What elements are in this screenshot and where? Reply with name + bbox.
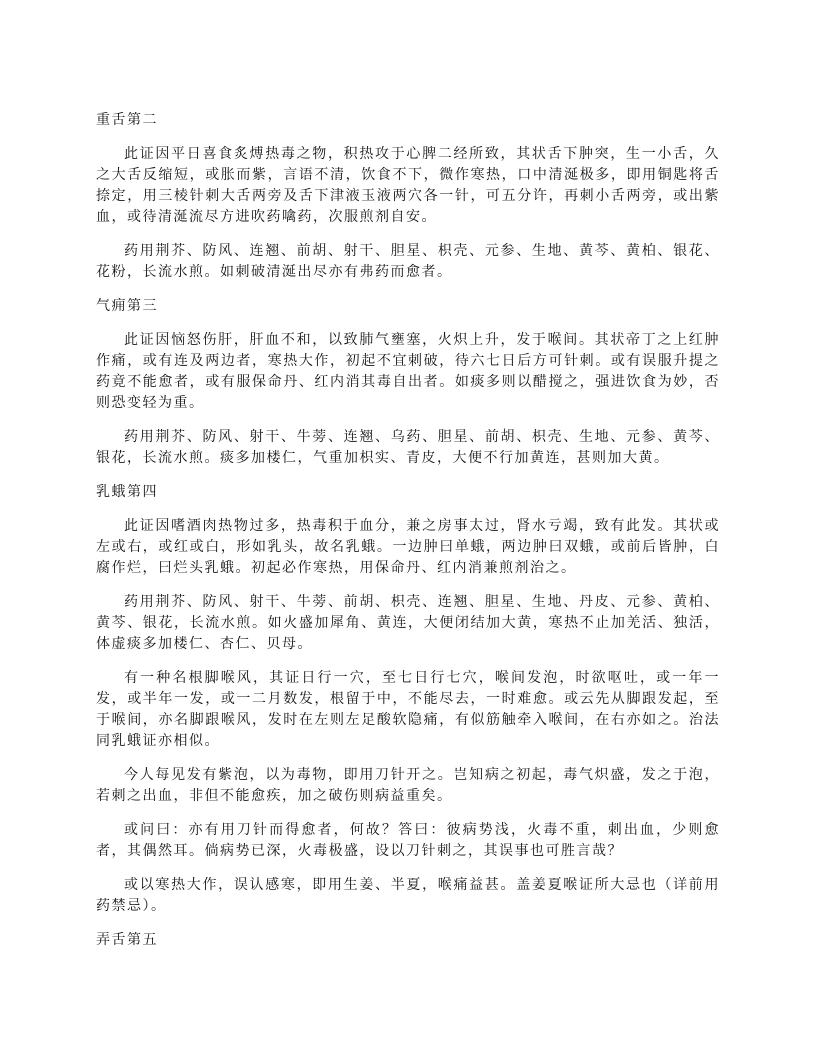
paragraph: 或以寒热大作，误认感寒，即用生姜、半夏，喉痛益甚。盖姜夏喉证所大忌也（详前用药禁忌）。 — [96, 877, 720, 914]
section-heading: 弄舌第五 — [96, 932, 158, 948]
paragraph: 药用荆芥、防风、射干、牛蒡、连翘、乌药、胆星、前胡、枳壳、生地、元参、黄芩、银花，长流水煎。痰多加楼仁，气重加枳实、青皮，大便不行加黄连，甚则加大黄。 — [96, 429, 720, 466]
paragraph: 此证因平日喜食炙煿热毒之物，积热攻于心脾二经所致，其状舌下肿突，生一小舌，久之大舌反缩短，或胀而紫，言语不清，饮食不下，微作寒热，口中清涎极多，即用铜匙将舌捺定，用三棱针刺大舌两旁及舌下津液玉液两穴各一针，可五分许，再刺小舌两旁，或出紫血，或待清涎流尽方进吹药噙药，次服煎剂自安。 — [96, 146, 720, 225]
paragraph: 或问曰：亦有用刀针而得愈者，何故？答曰：彼病势浅，火毒不重，刺出血，少则愈者，其偶然耳。倘病势已深，火毒极盛，设以刀针刺之，其误事也可胜言哉？ — [96, 822, 720, 859]
section-heading: 重舌第二 — [96, 112, 158, 128]
paragraph: 药用荆芥、防风、连翘、前胡、射干、胆星、枳壳、元参、生地、黄芩、黄柏、银花、花粉，长流水煎。如刺破清涎出尽亦有弗药而愈者。 — [96, 243, 720, 280]
section-heading: 乳蛾第四 — [96, 484, 158, 500]
paragraph: 此证因嗜酒肉热物过多，热毒积于血分，兼之房事太过，肾水亏竭，致有此发。其状或左或右，或红或白，形如乳头，故名乳蛾。一边肿曰单蛾，两边肿曰双蛾，或前后皆肿，白腐作烂，曰烂头乳蛾。初起必作寒热，用保命丹、红内消兼煎剂治之。 — [96, 518, 720, 576]
document-body — [96, 110, 720, 951]
paragraph: 有一种名根脚喉风，其证日行一穴，至七日行七穴，喉间发泡，时欲呕吐，或一年一发，或半年一发，或一二月数发，根留于中，不能尽去，一时难愈。或云先从脚跟发起，至于喉间，亦名脚跟喉风，发时在左则左足酸软隐痛，有似筋触牵入喉间，在右亦如之。治法同乳蛾证亦相似。 — [96, 670, 720, 749]
paragraph: 今人每见发有紫泡，以为毒物，即用刀针开之。岂知病之初起，毒气炽盛，发之于泡，若刺之出血，非但不能愈疾，加之破伤则病益重矣。 — [96, 767, 720, 804]
paragraph: 此证因恼怒伤肝，肝血不和，以致肺气壅塞，火炽上升，发于喉间。其状帝丁之上红肿作痛，或有连及两边者，寒热大作，初起不宜刺破，待六七日后方可针刺。或有误服升提之药竟不能愈者，或有服保命丹、红内消其毒自出者。如痰多则以醋搅之，强进饮食为妙，否则恐变轻为重。 — [96, 332, 720, 411]
section-heading: 气痈第三 — [96, 298, 158, 314]
paragraph: 药用荆芥、防风、射干、牛蒡、前胡、枳壳、连翘、胆星、生地、丹皮、元参、黄柏、黄芩、银花，长流水煎。如火盛加犀角、黄连，大便闭结加大黄，寒热不止加羌活、独活，体虚痰多加楼仁、杏仁、贝母。 — [96, 594, 720, 652]
